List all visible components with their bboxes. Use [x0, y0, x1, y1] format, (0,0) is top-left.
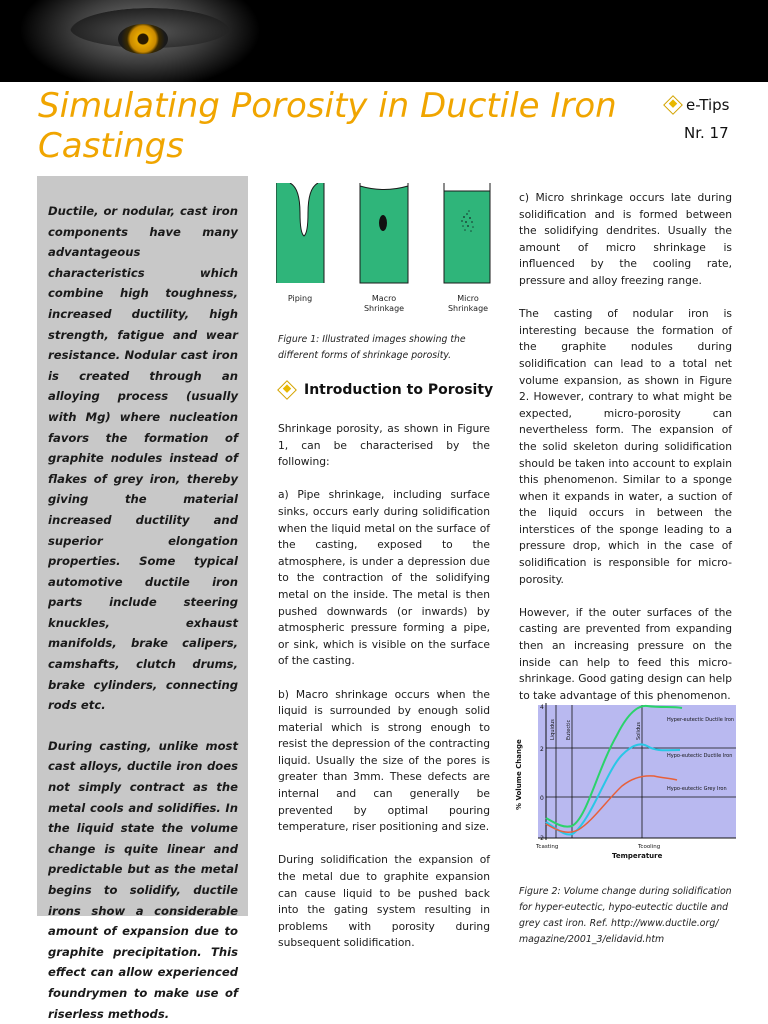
marker-label: Solidus [636, 722, 642, 740]
y-tick: 0 [540, 795, 544, 802]
macro-shape [360, 186, 408, 283]
marker-label: Eutectic [566, 719, 572, 740]
figure2-caption: Figure 2: Volume change during solidification for hyper-eutectic, hypo-eutectic ductile and grey cast iron. Ref. http://www.ductile.org/ magazine/2001_3/elidavid.htm [519, 886, 732, 945]
volume-change-chart [512, 700, 742, 866]
issue-number: Nr. 17 [684, 124, 729, 142]
section-heading [280, 382, 493, 398]
body-paragraph: The casting of nodular iron is interesting because the formation of the graphite nodules during solidification can lead to a total net volume expansion, as shown in Figure 2. However, contrary to what might be expected, micro-porosity can nevertheless form. The expansion of the solid skeleton during solidification should be taken into account to explain this phenomenon. Similar to a sponge when it expands in water, a suction of the liquid occurs in between the interstices of the sponge leading to a pressure drop, which in the case of solidification is responsible for micro-porosity. [519, 307, 732, 586]
shrinkage-figure [276, 183, 492, 318]
column-middle [278, 421, 490, 969]
etips-label: e-Tips [686, 96, 730, 114]
column-right [519, 190, 735, 723]
legend-hyper: Hyper-eutectic Ductile Iron [667, 717, 735, 723]
piping-shape [276, 183, 324, 283]
page-title: Simulating Porosity in Ductile Iron Castings [38, 86, 617, 166]
y-tick: -2 [538, 835, 544, 842]
label-macro-2: Shrinkage [363, 304, 405, 313]
y-tick: 2 [540, 746, 544, 753]
heading-text: Introduction to Porosity [304, 382, 494, 398]
micro-shape [444, 191, 490, 283]
legend-hypo-ductile: Hypo-eutectic Ductile Iron [667, 753, 733, 759]
label-macro-1: Macro [371, 294, 397, 303]
body-paragraph: During solidification the expansion of the metal due to graphite expansion can cause liquid to be pushed back into the gating system resulting in problems with porosity during subsequent solidification. [278, 853, 490, 950]
body-paragraph: a) Pipe shrinkage, including surface sinks, occurs early during solidification when the liquid metal on the surface of the casting, exposed to the atmosphere, is under a depression due to the contraction of the solidifying metal on the inside. The metal is then pushed downwards (or inwards) by atmospheric pressure forming a pipe, or sink, which is visible on the surface of the casting. [278, 488, 490, 668]
label-micro-2: Shrinkage [447, 304, 489, 313]
figure1-caption: Figure 1: Illustrated images showing the different forms of shrinkage porosity. [278, 334, 466, 361]
body-paragraph: b) Macro shrinkage occurs when the liquid is surrounded by enough solid material which is strong enough to resist the depression of the contracting liquid. Usually the size of the pores is greater than 3mm. These defects are internal and can generally be prevented by optimal pouring temperature, riser positioning and size. [278, 687, 490, 834]
x-tick-left: Tcasting [536, 844, 559, 850]
sidebar-paragraph: During casting, unlike most cast alloys, ductile iron does not simply contract as the metal cools and solidifies. In the liquid state the volume change is quite linear and predictable but as the metal begins to solidify, ductile irons show a considerable amount of expansion due to graphite precipitation. This effect can allow experienced foundrymen to make use of riserless methods. [48, 738, 238, 1021]
y-tick: 4 [540, 704, 544, 711]
body-paragraph: c) Micro shrinkage occurs late during solidification and is formed between the solidifying dendrites. Usually the amount of micro shrinkage is influenced by the cooling rate, pressure and alloy freezing range. [519, 191, 732, 287]
legend-hypo-grey: Hypo-eutectic Grey Iron [667, 786, 727, 792]
y-axis-label: % Volume Change [515, 739, 523, 810]
macro-pore [379, 215, 387, 231]
label-micro-1: Micro [457, 294, 479, 303]
etips-badge [666, 96, 729, 114]
sidebar-paragraph: Ductile, or nodular, cast iron components have many advantageous characteristics which combine high toughness, increased ductility, high strength, fatigue and wear resistance. Nodular cast iron is created through an alloying process (usually with Mg) where nucleation favors the formation of graphite nodules instead of flakes of grey iron, thereby giving the material increased ductility and superior elongation properties. Some typical automotive ductile iron parts include steering knuckles, exhaust manifolds, brake calipers, camshafts, clutch drums, brake cylinders, connecting rods etc. [48, 204, 238, 713]
diamond-icon [277, 380, 297, 400]
header-banner [0, 0, 768, 82]
body-paragraph: Shrinkage porosity, as shown in Figure 1, can be characterised by the following: [278, 422, 490, 469]
body-paragraph: However, if the outer surfaces of the casting are prevented from expanding then an increasing pressure on the inside can help to feed this micro-shrinkage. Good gating design can help to take advantage of this phenomenon. [519, 605, 732, 702]
intro-sidebar [37, 176, 248, 1021]
x-axis-label: Temperature [612, 852, 663, 860]
label-piping: Piping [287, 294, 313, 303]
eye-image [118, 24, 168, 54]
marker-label: Liquidus [550, 719, 556, 740]
x-tick-right: Tcooling [638, 844, 661, 850]
diamond-icon [663, 95, 683, 115]
